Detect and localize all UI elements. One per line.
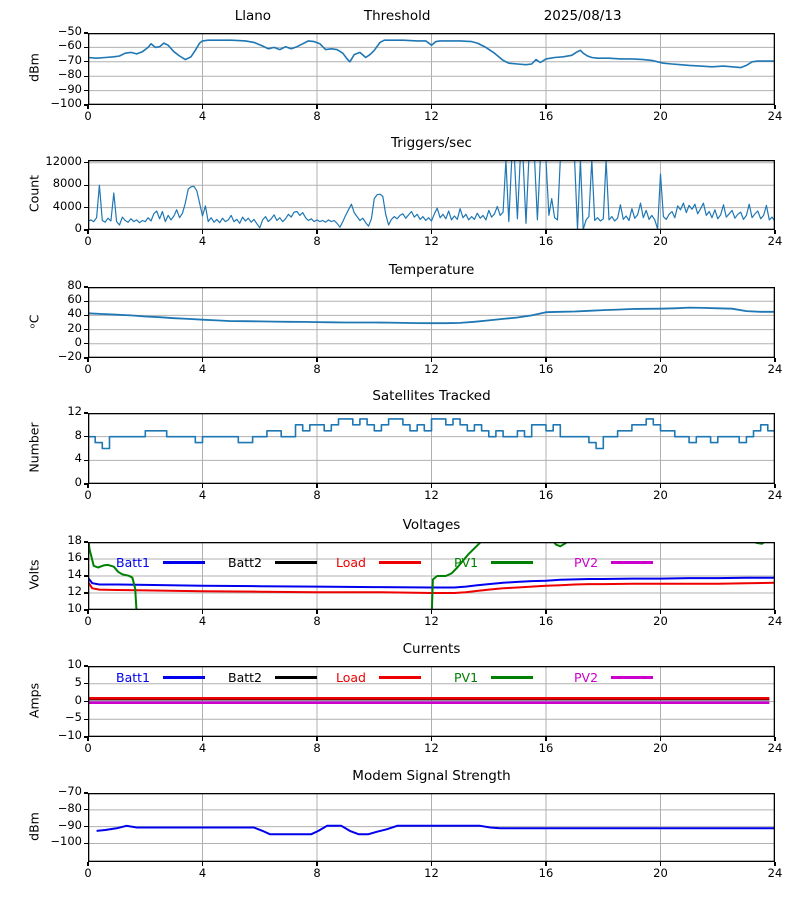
y-tick-label: −80 xyxy=(57,800,82,815)
x-tick-label: 12 xyxy=(424,109,439,123)
y-tick-label: −100 xyxy=(50,834,82,849)
x-tick-label: 20 xyxy=(653,866,668,880)
y-tick-label: 80 xyxy=(67,278,82,292)
chart-title-part-2: 2025/08/13 xyxy=(543,8,622,24)
x-tick-label: 4 xyxy=(198,866,207,880)
x-tick-label: 24 xyxy=(767,866,783,880)
y-tick-label: −60 xyxy=(57,38,82,53)
x-tick-label: 8 xyxy=(313,866,321,880)
y-tick-mark xyxy=(84,301,89,302)
x-tick-label: 16 xyxy=(538,362,554,376)
y-tick-label: 40 xyxy=(67,306,82,321)
x-tick-label: 12 xyxy=(424,488,439,502)
legend-label-batt2: Batt2 xyxy=(228,555,262,570)
y-tick-mark xyxy=(84,436,89,437)
x-tick-label: 16 xyxy=(538,234,554,248)
y-tick-mark xyxy=(84,736,89,737)
y-tick-label: 10 xyxy=(67,657,82,671)
x-tick-label: 24 xyxy=(767,234,783,248)
x-tick-label: 8 xyxy=(313,741,321,755)
y-axis-label: Amps xyxy=(26,682,42,718)
triggers-plot-area xyxy=(88,160,775,230)
y-tick-label: −90 xyxy=(57,817,82,832)
chart-title: Satellites Tracked xyxy=(372,388,491,404)
x-tick-label: 4 xyxy=(198,488,207,502)
legend-item-pv1 xyxy=(454,670,533,685)
x-tick-label: 0 xyxy=(84,234,92,248)
y-tick-label: −10 xyxy=(57,728,82,742)
x-tick-label: 0 xyxy=(84,866,92,880)
y-tick-label: 20 xyxy=(67,320,82,335)
y-tick-mark xyxy=(84,162,89,163)
y-tick-label: −70 xyxy=(57,784,82,798)
legend-item-load xyxy=(336,670,421,685)
x-tick-label: 16 xyxy=(538,614,554,628)
x-tick-label: 20 xyxy=(653,614,668,628)
chart-title: Modem Signal Strength xyxy=(352,768,511,784)
legend-swatch-pv1 xyxy=(491,676,533,679)
y-tick-label: −50 xyxy=(57,24,82,38)
y-tick-mark xyxy=(84,32,89,33)
y-tick-mark xyxy=(84,683,89,684)
y-tick-mark xyxy=(84,185,89,186)
legend-item-batt2 xyxy=(228,670,317,685)
y-tick-mark xyxy=(84,460,89,461)
legend-item-pv1 xyxy=(454,555,533,570)
x-tick-label: 20 xyxy=(653,488,668,502)
y-tick-mark xyxy=(84,90,89,91)
x-tick-label: 8 xyxy=(313,109,321,123)
x-tick-label: 4 xyxy=(198,614,207,628)
x-tick-label: 20 xyxy=(653,109,668,123)
x-tick-label: 12 xyxy=(424,362,439,376)
signal-strength-plot-area xyxy=(88,33,775,105)
y-tick-label: 60 xyxy=(67,292,82,307)
legend-item-batt1 xyxy=(116,555,205,570)
y-tick-mark xyxy=(84,719,89,720)
x-tick-label: 24 xyxy=(767,741,783,755)
x-tick-label: 16 xyxy=(538,488,554,502)
x-tick-label: 12 xyxy=(424,234,439,248)
y-tick-label: −5 xyxy=(65,710,82,725)
y-axis-label: Number xyxy=(26,421,42,473)
x-tick-label: 4 xyxy=(198,234,207,248)
x-tick-label: 24 xyxy=(767,109,783,123)
y-tick-label: 4 xyxy=(74,451,82,466)
y-tick-mark xyxy=(84,843,89,844)
legend-swatch-batt2 xyxy=(275,676,317,679)
y-tick-mark xyxy=(84,809,89,810)
y-tick-mark xyxy=(84,286,89,287)
legend-swatch-pv2 xyxy=(611,676,653,679)
y-tick-label: 5 xyxy=(74,674,82,689)
legend-swatch-batt1 xyxy=(163,676,205,679)
y-tick-mark xyxy=(84,229,89,230)
y-tick-label: 12 xyxy=(67,584,82,598)
y-tick-label: −70 xyxy=(57,52,82,67)
y-tick-label: 4000 xyxy=(52,198,82,213)
legend-label-load: Load xyxy=(336,670,366,685)
y-tick-mark xyxy=(84,826,89,827)
y-tick-mark xyxy=(84,792,89,793)
y-tick-mark xyxy=(84,412,89,413)
legend-label-pv1: PV1 xyxy=(454,555,479,570)
x-tick-label: 4 xyxy=(198,362,207,376)
y-tick-label: 0 xyxy=(74,475,82,489)
legend-label-pv2: PV2 xyxy=(574,555,599,570)
chart-title-part-0: Llano xyxy=(234,8,272,24)
chart-title-part-1: Threshold xyxy=(363,8,431,24)
x-tick-label: 20 xyxy=(653,362,668,376)
legend-label-pv1: PV1 xyxy=(454,670,479,685)
legend-swatch-pv2 xyxy=(611,561,653,564)
voltages-plot-area xyxy=(88,542,775,610)
y-tick-mark xyxy=(84,76,89,77)
y-tick-label: 0 xyxy=(74,221,82,235)
legend-swatch-load xyxy=(379,676,421,679)
legend-swatch-batt2 xyxy=(275,561,317,564)
y-tick-mark xyxy=(84,357,89,358)
x-tick-label: 12 xyxy=(424,866,439,880)
x-tick-label: 12 xyxy=(424,741,439,755)
legend-label-batt1: Batt1 xyxy=(116,555,150,570)
y-axis-label: ᵒC xyxy=(26,314,42,328)
x-tick-label: 8 xyxy=(313,614,321,628)
chart-title-row xyxy=(88,8,775,26)
y-tick-label: 12 xyxy=(67,404,82,418)
y-tick-label: 18 xyxy=(67,533,82,547)
y-tick-label: −20 xyxy=(57,349,82,363)
y-tick-mark xyxy=(84,609,89,610)
y-tick-label: −90 xyxy=(57,81,82,96)
x-tick-label: 4 xyxy=(198,741,207,755)
chart-title: Voltages xyxy=(402,517,461,533)
y-tick-label: 0 xyxy=(74,334,82,349)
x-tick-label: 16 xyxy=(538,109,554,123)
y-tick-label: −100 xyxy=(50,96,82,110)
y-tick-mark xyxy=(84,207,89,208)
chart-title: Temperature xyxy=(388,262,475,278)
legend-label-pv2: PV2 xyxy=(574,670,599,685)
y-tick-mark xyxy=(84,315,89,316)
modem-signal-plot-area xyxy=(88,793,775,862)
y-tick-mark xyxy=(84,61,89,62)
x-tick-label: 0 xyxy=(84,109,92,123)
y-axis-label: Count xyxy=(26,174,42,213)
y-tick-mark xyxy=(84,329,89,330)
legend-label-load: Load xyxy=(336,555,366,570)
y-tick-label: 14 xyxy=(67,567,82,581)
y-tick-mark xyxy=(84,665,89,666)
x-tick-label: 20 xyxy=(653,741,668,755)
x-tick-label: 0 xyxy=(84,741,92,755)
chart-title: Currents xyxy=(402,641,461,657)
legend-swatch-load xyxy=(379,561,421,564)
x-tick-label: 8 xyxy=(313,234,321,248)
y-tick-mark xyxy=(84,343,89,344)
temperature-plot-area xyxy=(88,287,775,358)
x-tick-label: 0 xyxy=(84,488,92,502)
y-tick-label: 10 xyxy=(67,601,82,615)
y-tick-label: 0 xyxy=(74,692,82,707)
y-tick-mark xyxy=(84,592,89,593)
y-tick-label: 8000 xyxy=(52,176,82,191)
legend-label-batt1: Batt1 xyxy=(116,670,150,685)
x-tick-label: 0 xyxy=(84,614,92,628)
y-tick-mark xyxy=(84,483,89,484)
legend-item-batt1 xyxy=(116,670,205,685)
x-tick-label: 24 xyxy=(767,614,783,628)
x-tick-label: 12 xyxy=(424,614,439,628)
legend-item-pv2 xyxy=(574,555,653,570)
y-tick-label: 12000 xyxy=(45,153,82,168)
y-tick-mark xyxy=(84,701,89,702)
legend-swatch-batt1 xyxy=(163,561,205,564)
y-axis-label: Volts xyxy=(26,559,42,590)
x-tick-label: 8 xyxy=(313,362,321,376)
x-tick-label: 24 xyxy=(767,362,783,376)
y-tick-mark xyxy=(84,575,89,576)
x-tick-label: 16 xyxy=(538,741,554,755)
y-axis-label: dBm xyxy=(26,811,42,841)
y-axis-label: dBm xyxy=(26,53,42,82)
legend-swatch-pv1 xyxy=(491,561,533,564)
legend-item-batt2 xyxy=(228,555,317,570)
x-tick-label: 24 xyxy=(767,488,783,502)
y-tick-mark xyxy=(84,47,89,48)
y-tick-label: −80 xyxy=(57,67,82,82)
x-tick-label: 20 xyxy=(653,234,668,248)
satellites-plot-area xyxy=(88,413,775,484)
y-tick-mark xyxy=(84,541,89,542)
y-tick-mark xyxy=(84,104,89,105)
chart-title: Triggers/sec xyxy=(391,135,472,151)
y-tick-mark xyxy=(84,558,89,559)
legend-item-load xyxy=(336,555,421,570)
x-tick-label: 4 xyxy=(198,109,207,123)
x-tick-label: 0 xyxy=(84,362,92,376)
y-tick-label: 16 xyxy=(67,550,82,564)
y-tick-label: 8 xyxy=(74,427,82,442)
legend-item-pv2 xyxy=(574,670,653,685)
x-tick-label: 8 xyxy=(313,488,321,502)
legend-label-batt2: Batt2 xyxy=(228,670,262,685)
x-tick-label: 16 xyxy=(538,866,554,880)
